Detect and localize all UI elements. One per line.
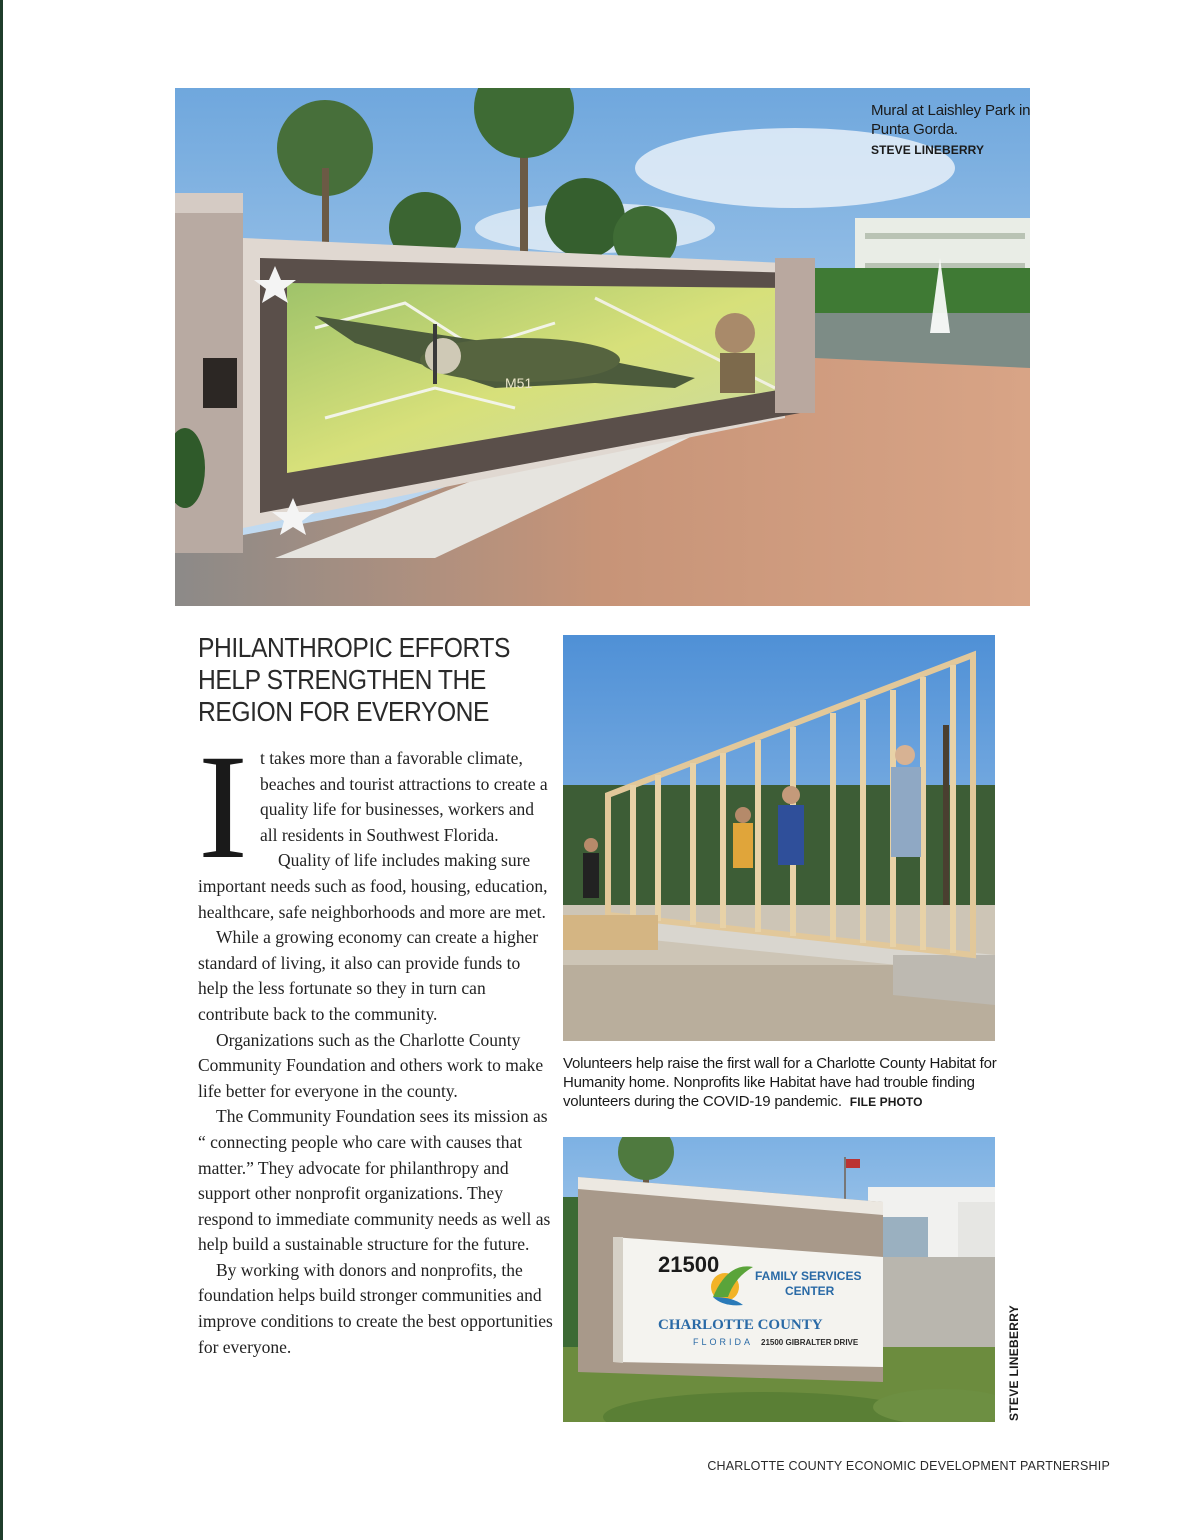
sign-photo-credit: STEVE LINEBERRY <box>1007 1304 1021 1421</box>
article-paragraph: Organizations such as the Charlotte County Community Foundation and others work to make life better for everyone in the county. <box>198 1029 544 1101</box>
habitat-caption <box>563 1054 1003 1112</box>
habitat-photo <box>563 635 995 1041</box>
mural-plane-lettering: M51 <box>505 375 533 391</box>
page-edge-rule <box>0 0 3 1540</box>
sign-title-line1: FAMILY SERVICES <box>755 1269 862 1283</box>
article-paragraph: Quality of life includes making sure important needs such as food, housing, education, healthcare, safe neighborhoods and more are met. <box>198 850 548 922</box>
article-headline: PHILANTHROPIC EFFORTS HELP STRENGTHEN THE REGION FOR EVERYONE <box>198 632 511 727</box>
mural-caption-text: Mural at Laishley Park in Punta Gorda. <box>871 102 1031 138</box>
article-paragraph: By working with donors and nonprofits, the foundation helps build stronger communities and improve conditions to create the best opportunities for everyone. <box>198 1259 553 1357</box>
article-body <box>198 724 553 1360</box>
sign-number: 21500 <box>658 1252 720 1277</box>
article-paragraph: While a growing economy can create a higher standard of living, it also can provide funds to help the less fortunate so they in turn can contribute back to the community. <box>198 927 539 1024</box>
sign-state: FLORIDA <box>693 1337 754 1347</box>
family-services-sign-photo <box>563 1137 995 1422</box>
mural-photo-credit: STEVE LINEBERRY <box>871 143 985 157</box>
sign-address: 21500 GIBRALTER DRIVE <box>761 1338 859 1347</box>
habitat-photo-credit: FILE PHOTO <box>849 1095 923 1109</box>
drop-cap: I <box>198 724 248 890</box>
article-paragraph: The Community Foundation sees its mission as “ connecting people who care with causes that matter.” They advocate for philanthropy and support other nonprofit organizations. They respond to immediate community needs as well as help build a sustainable structure for the future. <box>198 1106 551 1255</box>
sign-photo-credit-vertical <box>1002 1304 1022 1424</box>
habitat-caption-text: Volunteers help raise the first wall for a Charlotte County Habitat for Humanity home. Nonprofits like Habitat have had trouble finding volunteers during the COVID-19 pandemic. <box>563 1055 997 1110</box>
mural-caption <box>871 101 1031 160</box>
mural-photo <box>175 88 1030 606</box>
article-paragraph: t takes more than a favorable climate, beaches and tourist attractions to create a quality life for businesses, workers and all residents in Southwest Florida. <box>259 748 548 845</box>
sign-title-line2: CENTER <box>785 1284 835 1298</box>
sign-county: CHARLOTTE COUNTY <box>658 1317 823 1333</box>
page-footer: CHARLOTTE COUNTY ECONOMIC DEVELOPMENT PARTNERSHIP <box>707 1459 1110 1473</box>
